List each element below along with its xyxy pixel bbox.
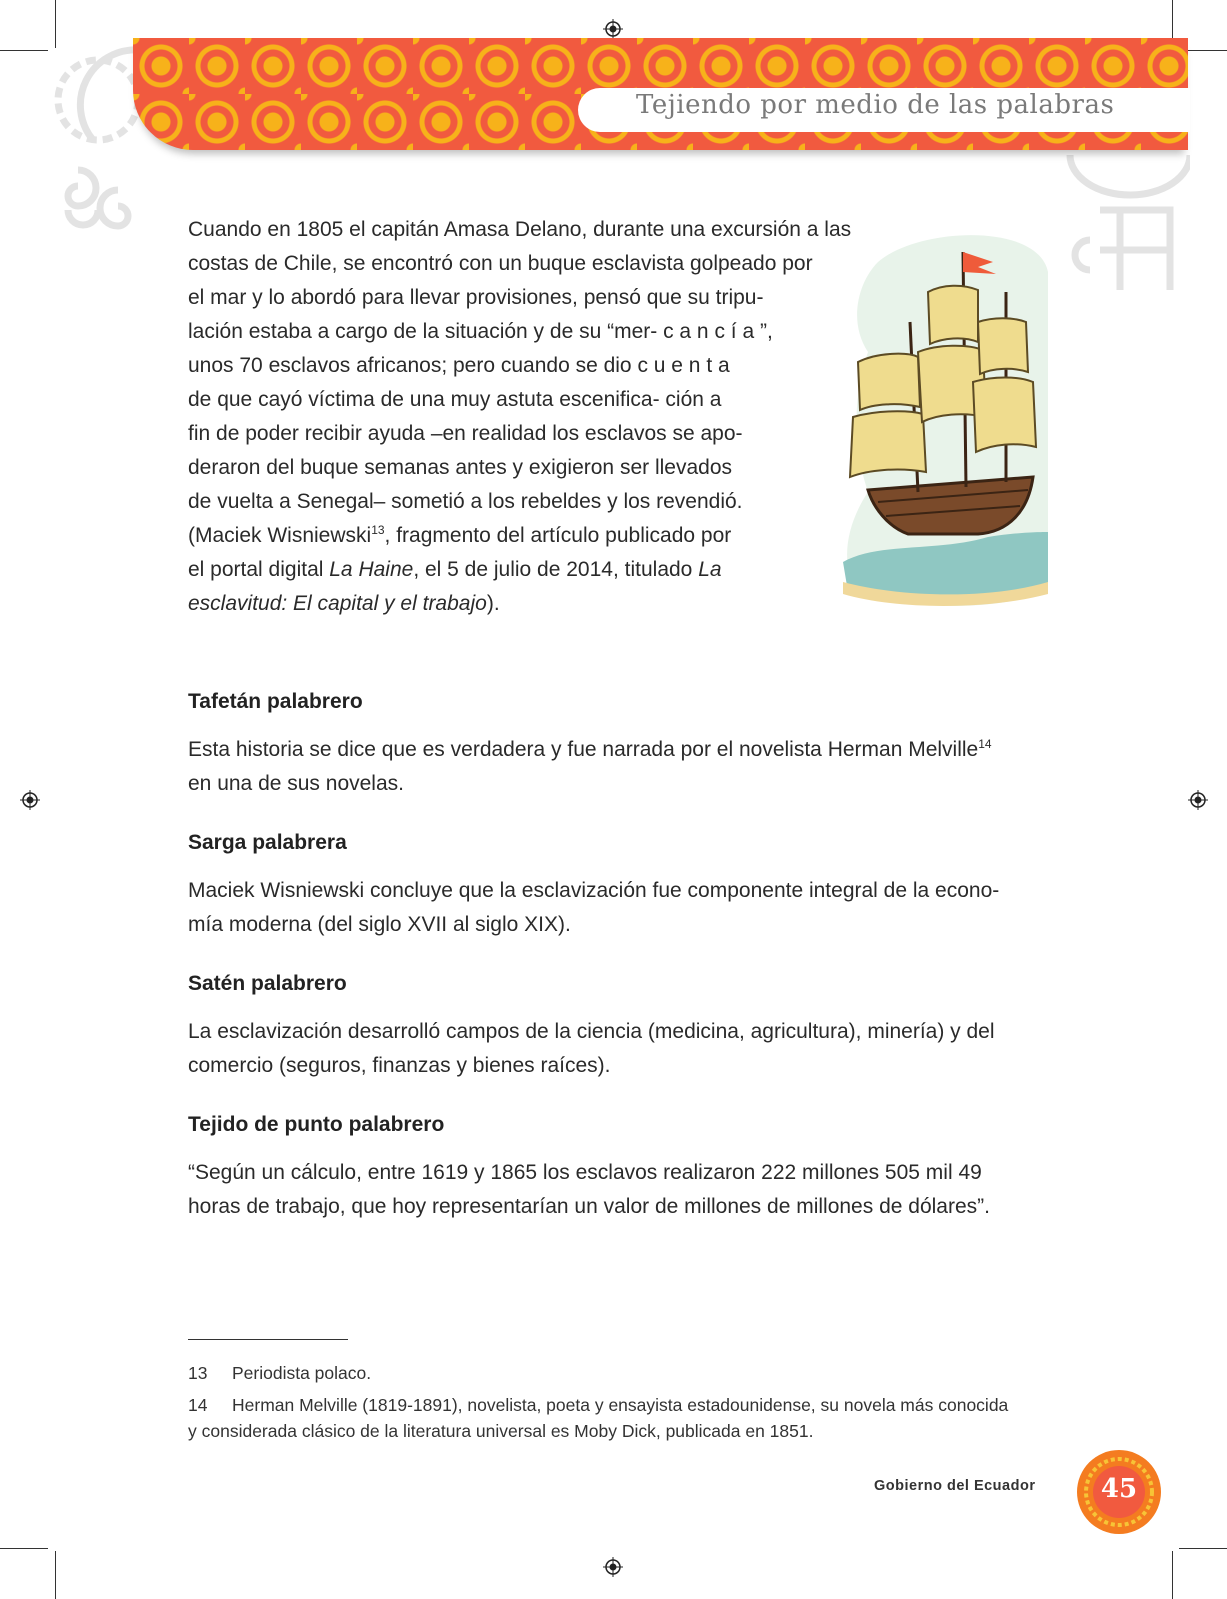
intro-line: lación estaba a cargo de la situación y de su “mer- c a n c í a ”, xyxy=(188,320,773,343)
section-heading: Tafetán palabrero xyxy=(188,690,363,713)
page-title: Tejiendo por medio de las palabras xyxy=(636,90,1115,120)
section-paragraph: La esclavización desarrolló campos de la ciencia (medicina, agricultura), minería) y del comercio (seguros, finanzas y bienes raíces). xyxy=(188,1020,995,1077)
spiral-ornament xyxy=(1060,150,1190,300)
publisher-name: Gobierno del Ecuador xyxy=(874,1478,1036,1494)
registration-mark-icon xyxy=(603,19,623,39)
section-paragraph: Maciek Wisniewski concluye que la esclavización fue componente integral de la econo- mía moderna (del siglo XVII al siglo XIX). xyxy=(188,879,1000,936)
intro-line: el mar y lo abordó para llevar provisiones, pensó que su tripu- xyxy=(188,286,764,309)
crop-mark xyxy=(1179,1548,1227,1549)
intro-line: costas de Chile, se encontró con un buque esclavista golpeado por xyxy=(188,252,813,275)
intro-line: deraron del buque semanas antes y exigieron ser llevados xyxy=(188,456,733,479)
spiral-ornament xyxy=(38,40,148,250)
section-heading: Sarga palabrera xyxy=(188,831,347,854)
intro-line: Cuando en 1805 el capitán Amasa Delano, durante una excursión a las xyxy=(188,218,852,241)
footnotes: 13 Periodista polaco. 14 Herman Melville (1819-1891), novelista, poeta y ensayista estadounidense, su novela más conocida y considerada clásico de la literatura universal es Moby Dick, publicada en 1851. xyxy=(188,1363,1009,1441)
crop-mark xyxy=(0,1548,48,1549)
ship-illustration xyxy=(838,232,1053,617)
page-number: 45 xyxy=(1100,1474,1138,1504)
section-heading: Satén palabrero xyxy=(188,972,347,995)
registration-mark-icon xyxy=(20,790,40,810)
section-heading: Tejido de punto palabrero xyxy=(188,1113,445,1136)
intro-line: fin de poder recibir ayuda –en realidad los esclavos se apo- xyxy=(188,422,743,445)
citation-line: (Maciek Wisniewski$^{13}$, fragmento del artículo publicado por xyxy=(188,523,732,547)
footnote-divider xyxy=(188,1339,348,1340)
registration-mark-icon xyxy=(1188,790,1208,810)
intro-line: unos 70 esclavos africanos; pero cuando se dio c u e n t a xyxy=(188,354,730,377)
intro-paragraph xyxy=(188,213,928,621)
crop-mark xyxy=(1172,1551,1173,1599)
intro-line: de que cayó víctima de una muy astuta escenifica- ción a xyxy=(188,388,722,411)
section-paragraph: Esta historia se dice que es verdadera y fue narrada por el novelista Herman Melville$^{14}$ en una de sus novelas. xyxy=(188,737,992,795)
crop-mark xyxy=(55,1551,56,1599)
intro-line: de vuelta a Senegal– sometió a los rebeldes y los revendió. xyxy=(188,490,743,513)
citation-line: esclavitud: El capital y el trabajo). xyxy=(188,592,500,615)
section-paragraph: “Según un cálculo, entre 1619 y 1865 los esclavos realizaron 222 millones 505 mil 49 horas de trabajo, que hoy representarían un valor de millones de millones de dólares”. xyxy=(188,1161,990,1218)
registration-mark-icon xyxy=(603,1557,623,1577)
citation-line: el portal digital La Haine, el 5 de julio de 2014, titulado La xyxy=(188,558,722,581)
